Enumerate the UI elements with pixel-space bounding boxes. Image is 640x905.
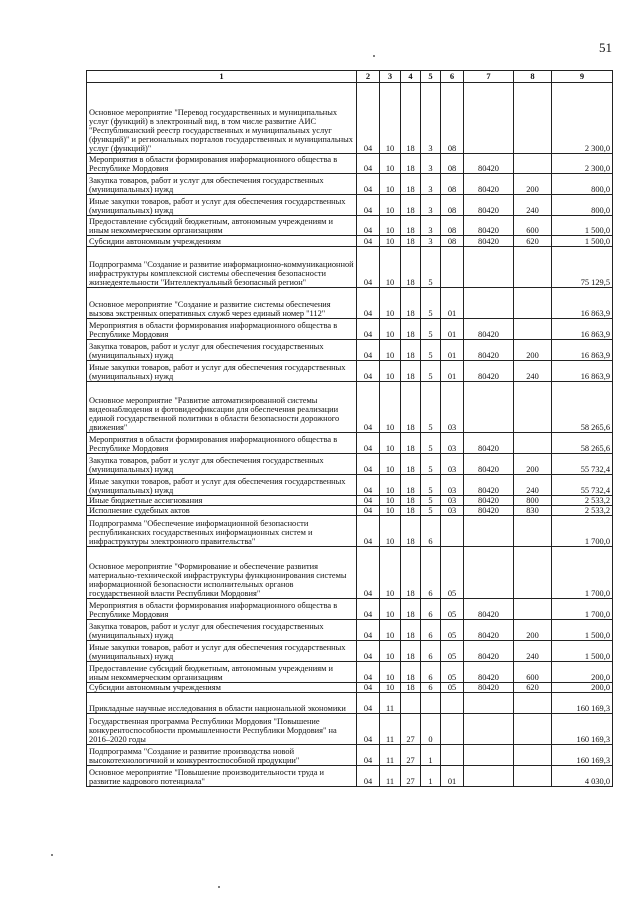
code-direction: 80420: [464, 620, 514, 641]
table-row: [87, 496, 613, 506]
code-section: 04: [357, 745, 380, 766]
code-activity: 03: [441, 506, 464, 516]
code-expense-type: 200: [514, 454, 552, 475]
code-subsection: 10: [380, 516, 401, 547]
code-subprogram: 5: [421, 247, 441, 288]
code-expense-type: 600: [514, 662, 552, 683]
code-direction: [464, 83, 514, 154]
row-name: Закупка товаров, работ и услуг для обеспечения государственных (муниципальных) нужд: [87, 340, 357, 361]
code-direction: 80420: [464, 319, 514, 340]
column-header: 6: [441, 71, 464, 83]
code-section: 04: [357, 766, 380, 787]
column-header: 2: [357, 71, 380, 83]
code-program: 18: [401, 174, 421, 195]
code-subprogram: 3: [421, 216, 441, 236]
code-activity: [441, 714, 464, 745]
row-name: Иные закупки товаров, работ и услуг для обеспечения государственных (муниципальных) нужд: [87, 475, 357, 496]
code-program: 18: [401, 454, 421, 475]
code-subprogram: 3: [421, 236, 441, 247]
code-subsection: 10: [380, 454, 401, 475]
code-direction: 80420: [464, 599, 514, 620]
code-activity: 03: [441, 454, 464, 475]
code-subsection: 10: [380, 361, 401, 382]
row-name: Иные закупки товаров, работ и услуг для обеспечения государственных (муниципальных) нужд: [87, 195, 357, 216]
code-direction: [464, 247, 514, 288]
code-section: 04: [357, 683, 380, 693]
code-expense-type: 240: [514, 195, 552, 216]
code-expense-type: [514, 382, 552, 433]
row-sum: 1 500,0: [552, 620, 613, 641]
code-subprogram: 5: [421, 496, 441, 506]
code-program: 18: [401, 641, 421, 662]
row-sum: 16 863,9: [552, 361, 613, 382]
row-sum: 55 732,4: [552, 475, 613, 496]
code-program: 18: [401, 83, 421, 154]
code-section: 04: [357, 319, 380, 340]
code-subprogram: 6: [421, 620, 441, 641]
code-subsection: 10: [380, 174, 401, 195]
code-activity: 01: [441, 288, 464, 319]
code-program: 18: [401, 433, 421, 454]
code-subprogram: 5: [421, 433, 441, 454]
code-activity: 05: [441, 662, 464, 683]
code-subprogram: 5: [421, 288, 441, 319]
code-activity: 05: [441, 599, 464, 620]
code-activity: 03: [441, 496, 464, 506]
code-direction: [464, 288, 514, 319]
row-sum: 4 030,0: [552, 766, 613, 787]
row-name: Основное мероприятие "Повышение производительности труда и развитие кадрового потенциала": [87, 766, 357, 787]
code-program: 18: [401, 154, 421, 174]
row-sum: 200,0: [552, 662, 613, 683]
code-subsection: 11: [380, 714, 401, 745]
code-activity: [441, 745, 464, 766]
code-subprogram: 6: [421, 683, 441, 693]
row-sum: 16 863,9: [552, 288, 613, 319]
code-expense-type: [514, 693, 552, 714]
code-section: 04: [357, 693, 380, 714]
row-sum: 200,0: [552, 683, 613, 693]
code-activity: 05: [441, 641, 464, 662]
code-expense-type: [514, 154, 552, 174]
row-name: Закупка товаров, работ и услуг для обеспечения государственных (муниципальных) нужд: [87, 620, 357, 641]
code-activity: 08: [441, 174, 464, 195]
table-row: [87, 216, 613, 236]
code-subsection: 10: [380, 195, 401, 216]
table-row: [87, 382, 613, 433]
code-program: 18: [401, 216, 421, 236]
code-expense-type: 620: [514, 683, 552, 693]
table-row: [87, 319, 613, 340]
budget-table: [86, 70, 613, 787]
code-section: 04: [357, 83, 380, 154]
code-expense-type: [514, 247, 552, 288]
code-subsection: 10: [380, 683, 401, 693]
table-row: [87, 475, 613, 496]
code-subsection: 10: [380, 154, 401, 174]
table-row: [87, 288, 613, 319]
table-row: [87, 641, 613, 662]
column-header: 5: [421, 71, 441, 83]
code-expense-type: [514, 83, 552, 154]
code-activity: 03: [441, 433, 464, 454]
code-direction: [464, 547, 514, 599]
row-name: Основное мероприятие "Развитие автоматизированной системы видеонаблюдения и фотовидеофиксации для обеспечения реализации единой государственной политики в области безопасности дорожного движения": [87, 382, 357, 433]
row-sum: 2 300,0: [552, 154, 613, 174]
table-row: [87, 599, 613, 620]
code-subsection: 10: [380, 547, 401, 599]
code-section: 04: [357, 361, 380, 382]
code-section: 04: [357, 236, 380, 247]
code-activity: [441, 247, 464, 288]
code-subprogram: 3: [421, 83, 441, 154]
code-program: 27: [401, 766, 421, 787]
code-direction: [464, 766, 514, 787]
code-subprogram: 5: [421, 454, 441, 475]
code-expense-type: [514, 745, 552, 766]
row-name: Основное мероприятие "Перевод государственных и муниципальных услуг (функций) в электронный вид, в том числе развитие АИС "Республиканский реестр государственных и муниципальных услуг (функций)" и региональных порталов государственных и муниципальных услуг (функций)": [87, 83, 357, 154]
row-name: Государственная программа Республики Мордовия "Повышение конкурентоспособности промышленности Республики Мордовия" на 2016–2020 годы: [87, 714, 357, 745]
code-activity: 05: [441, 620, 464, 641]
table-row: [87, 83, 613, 154]
row-name: Мероприятия в области формирования информационного общества в Республике Мордовия: [87, 599, 357, 620]
row-sum: 800,0: [552, 174, 613, 195]
code-expense-type: [514, 599, 552, 620]
code-section: 04: [357, 154, 380, 174]
column-header: 7: [464, 71, 514, 83]
table-row: [87, 516, 613, 547]
table-row: [87, 236, 613, 247]
code-expense-type: 620: [514, 236, 552, 247]
row-name: Мероприятия в области формирования информационного общества в Республике Мордовия: [87, 433, 357, 454]
row-sum: 58 265,6: [552, 433, 613, 454]
code-activity: 01: [441, 319, 464, 340]
code-subsection: 10: [380, 83, 401, 154]
code-program: 18: [401, 496, 421, 506]
code-program: 18: [401, 319, 421, 340]
row-name: Основное мероприятие "Создание и развитие системы обеспечения вызова экстренных оперативных служб через единый номер "112": [87, 288, 357, 319]
row-sum: 160 169,3: [552, 714, 613, 745]
row-name: Подпрограмма "Создание и развитие производства новой высокотехнологичной и конкурентоспособной продукции": [87, 745, 357, 766]
row-name: Мероприятия в области формирования информационного общества в Республике Мордовия: [87, 154, 357, 174]
code-section: 04: [357, 475, 380, 496]
row-name: Предоставление субсидий бюджетным, автономным учреждениям и иным некоммерческим организациям: [87, 216, 357, 236]
code-subprogram: 5: [421, 340, 441, 361]
code-section: 04: [357, 247, 380, 288]
row-sum: 800,0: [552, 195, 613, 216]
code-subprogram: 3: [421, 154, 441, 174]
row-sum: 1 700,0: [552, 599, 613, 620]
code-activity: [441, 693, 464, 714]
code-subsection: 10: [380, 506, 401, 516]
code-direction: 80420: [464, 475, 514, 496]
code-subsection: 10: [380, 433, 401, 454]
row-name: Подпрограмма "Создание и развитие информационно-коммуникационной инфраструктуры комплексной системы обеспечения безопасности жизнедеятельности "Интеллектуальный безопасный регион": [87, 247, 357, 288]
code-section: 04: [357, 506, 380, 516]
row-sum: 1 700,0: [552, 547, 613, 599]
page-number: 51: [599, 40, 612, 55]
table-row: [87, 195, 613, 216]
code-section: 04: [357, 216, 380, 236]
row-sum: 160 169,3: [552, 693, 613, 714]
table-row: [87, 174, 613, 195]
row-sum: 1 500,0: [552, 641, 613, 662]
scan-speck: [51, 854, 53, 856]
code-direction: 80420: [464, 174, 514, 195]
code-expense-type: 240: [514, 361, 552, 382]
code-subprogram: 5: [421, 475, 441, 496]
code-section: 04: [357, 714, 380, 745]
code-subsection: 10: [380, 475, 401, 496]
code-activity: 08: [441, 216, 464, 236]
code-subprogram: 5: [421, 361, 441, 382]
code-expense-type: 200: [514, 174, 552, 195]
row-sum: 1 500,0: [552, 216, 613, 236]
code-program: 18: [401, 288, 421, 319]
code-direction: [464, 516, 514, 547]
row-name: Закупка товаров, работ и услуг для обеспечения государственных (муниципальных) нужд: [87, 174, 357, 195]
row-name: Иные закупки товаров, работ и услуг для обеспечения государственных (муниципальных) нужд: [87, 641, 357, 662]
code-direction: 80420: [464, 195, 514, 216]
code-section: 04: [357, 340, 380, 361]
code-program: 18: [401, 662, 421, 683]
code-subsection: 10: [380, 496, 401, 506]
code-subprogram: 5: [421, 319, 441, 340]
code-expense-type: 200: [514, 620, 552, 641]
row-sum: 55 732,4: [552, 454, 613, 475]
code-activity: 03: [441, 382, 464, 433]
row-name: Прикладные научные исследования в области национальной экономики: [87, 693, 357, 714]
code-subprogram: 1: [421, 745, 441, 766]
code-activity: 08: [441, 154, 464, 174]
code-subprogram: 3: [421, 174, 441, 195]
code-subsection: 10: [380, 340, 401, 361]
table-row: [87, 454, 613, 475]
code-direction: 80420: [464, 361, 514, 382]
code-subsection: 11: [380, 693, 401, 714]
code-direction: 80420: [464, 662, 514, 683]
code-program: 18: [401, 340, 421, 361]
row-name: Иные закупки товаров, работ и услуг для обеспечения государственных (муниципальных) нужд: [87, 361, 357, 382]
code-expense-type: [514, 714, 552, 745]
code-expense-type: [514, 433, 552, 454]
code-section: 04: [357, 382, 380, 433]
code-program: 18: [401, 516, 421, 547]
column-header: 8: [514, 71, 552, 83]
code-direction: 80420: [464, 433, 514, 454]
code-program: 18: [401, 506, 421, 516]
code-direction: 80420: [464, 496, 514, 506]
row-sum: 16 863,9: [552, 340, 613, 361]
code-subprogram: 6: [421, 662, 441, 683]
code-subsection: 10: [380, 216, 401, 236]
code-expense-type: [514, 516, 552, 547]
table-row: [87, 714, 613, 745]
code-expense-type: 600: [514, 216, 552, 236]
code-subsection: 10: [380, 236, 401, 247]
row-name: Подпрограмма "Обеспечение информационной безопасности республиканских государственных информационных систем и инфраструктуры электронного правительства": [87, 516, 357, 547]
code-direction: 80420: [464, 236, 514, 247]
row-sum: 16 863,9: [552, 319, 613, 340]
code-subsection: 10: [380, 247, 401, 288]
code-section: 04: [357, 662, 380, 683]
code-expense-type: [514, 319, 552, 340]
code-subsection: 10: [380, 319, 401, 340]
code-section: 04: [357, 195, 380, 216]
code-subprogram: 1: [421, 766, 441, 787]
code-activity: 05: [441, 683, 464, 693]
row-name: Закупка товаров, работ и услуг для обеспечения государственных (муниципальных) нужд: [87, 454, 357, 475]
code-activity: 01: [441, 361, 464, 382]
code-subprogram: 5: [421, 506, 441, 516]
code-program: [401, 693, 421, 714]
code-subprogram: 0: [421, 714, 441, 745]
code-activity: 05: [441, 547, 464, 599]
code-subprogram: 6: [421, 599, 441, 620]
code-subsection: 10: [380, 599, 401, 620]
code-subsection: 10: [380, 382, 401, 433]
column-header: 3: [380, 71, 401, 83]
code-subsection: 10: [380, 288, 401, 319]
code-subsection: 10: [380, 662, 401, 683]
row-sum: 2 533,2: [552, 506, 613, 516]
code-direction: 80420: [464, 154, 514, 174]
code-section: 04: [357, 599, 380, 620]
table-header-row: [87, 71, 613, 83]
code-activity: [441, 516, 464, 547]
code-activity: 08: [441, 195, 464, 216]
code-subsection: 10: [380, 620, 401, 641]
code-direction: 80420: [464, 216, 514, 236]
code-direction: 80420: [464, 454, 514, 475]
code-activity: 01: [441, 766, 464, 787]
code-activity: 01: [441, 340, 464, 361]
code-section: 04: [357, 547, 380, 599]
code-direction: [464, 382, 514, 433]
row-sum: 1 500,0: [552, 236, 613, 247]
row-name: Субсидии автономным учреждениям: [87, 683, 357, 693]
code-subsection: 11: [380, 766, 401, 787]
code-program: 18: [401, 599, 421, 620]
table-row: [87, 766, 613, 787]
code-direction: [464, 745, 514, 766]
code-program: 18: [401, 236, 421, 247]
code-expense-type: [514, 547, 552, 599]
table-row: [87, 662, 613, 683]
code-subsection: 11: [380, 745, 401, 766]
code-program: 27: [401, 714, 421, 745]
row-name: Предоставление субсидий бюджетным, автономным учреждениям и иным некоммерческим организациям: [87, 662, 357, 683]
code-subprogram: [421, 693, 441, 714]
code-program: 18: [401, 382, 421, 433]
row-sum: 58 265,6: [552, 382, 613, 433]
scan-speck: [218, 886, 220, 888]
code-activity: 03: [441, 475, 464, 496]
code-expense-type: [514, 288, 552, 319]
code-expense-type: 200: [514, 340, 552, 361]
code-program: 18: [401, 361, 421, 382]
code-program: 27: [401, 745, 421, 766]
code-expense-type: 240: [514, 475, 552, 496]
code-direction: 80420: [464, 683, 514, 693]
table-row: [87, 547, 613, 599]
row-name: Исполнение судебных актов: [87, 506, 357, 516]
row-name: Основное мероприятие "Формирование и обеспечение развития материально-технической инфраструктуры функционирования системы информационной безопасности исполнительных органов государственной власти Республики Мордовия": [87, 547, 357, 599]
code-subprogram: 6: [421, 641, 441, 662]
table-row: [87, 506, 613, 516]
code-direction: 80420: [464, 340, 514, 361]
code-subprogram: 3: [421, 195, 441, 216]
code-program: 18: [401, 195, 421, 216]
row-name: Иные бюджетные ассигнования: [87, 496, 357, 506]
row-sum: 160 169,3: [552, 745, 613, 766]
code-section: 04: [357, 454, 380, 475]
code-program: 18: [401, 475, 421, 496]
code-section: 04: [357, 174, 380, 195]
table-row: [87, 154, 613, 174]
row-name: Субсидии автономным учреждениям: [87, 236, 357, 247]
code-section: 04: [357, 641, 380, 662]
row-sum: 2 533,2: [552, 496, 613, 506]
table-row: [87, 433, 613, 454]
column-header: 1: [87, 71, 357, 83]
column-header: 9: [552, 71, 613, 83]
table-row: [87, 745, 613, 766]
scan-speck: [373, 55, 375, 57]
code-subprogram: 6: [421, 516, 441, 547]
code-direction: [464, 693, 514, 714]
row-sum: 1 700,0: [552, 516, 613, 547]
table-row: [87, 693, 613, 714]
code-section: 04: [357, 496, 380, 506]
table-row: [87, 247, 613, 288]
code-subprogram: 6: [421, 547, 441, 599]
code-program: 18: [401, 683, 421, 693]
code-subprogram: 5: [421, 382, 441, 433]
code-expense-type: 830: [514, 506, 552, 516]
code-direction: 80420: [464, 641, 514, 662]
table-row: [87, 683, 613, 693]
code-program: 18: [401, 547, 421, 599]
code-section: 04: [357, 620, 380, 641]
table-row: [87, 361, 613, 382]
table-row: [87, 340, 613, 361]
row-sum: 75 129,5: [552, 247, 613, 288]
row-sum: 2 300,0: [552, 83, 613, 154]
code-expense-type: 800: [514, 496, 552, 506]
row-name: Мероприятия в области формирования информационного общества в Республике Мордовия: [87, 319, 357, 340]
code-section: 04: [357, 516, 380, 547]
code-program: 18: [401, 620, 421, 641]
column-header: 4: [401, 71, 421, 83]
code-section: 04: [357, 288, 380, 319]
table-row: [87, 620, 613, 641]
code-direction: [464, 714, 514, 745]
code-section: 04: [357, 433, 380, 454]
code-subsection: 10: [380, 641, 401, 662]
code-activity: 08: [441, 236, 464, 247]
code-direction: 80420: [464, 506, 514, 516]
code-expense-type: [514, 766, 552, 787]
code-expense-type: 240: [514, 641, 552, 662]
code-activity: 08: [441, 83, 464, 154]
code-program: 18: [401, 247, 421, 288]
